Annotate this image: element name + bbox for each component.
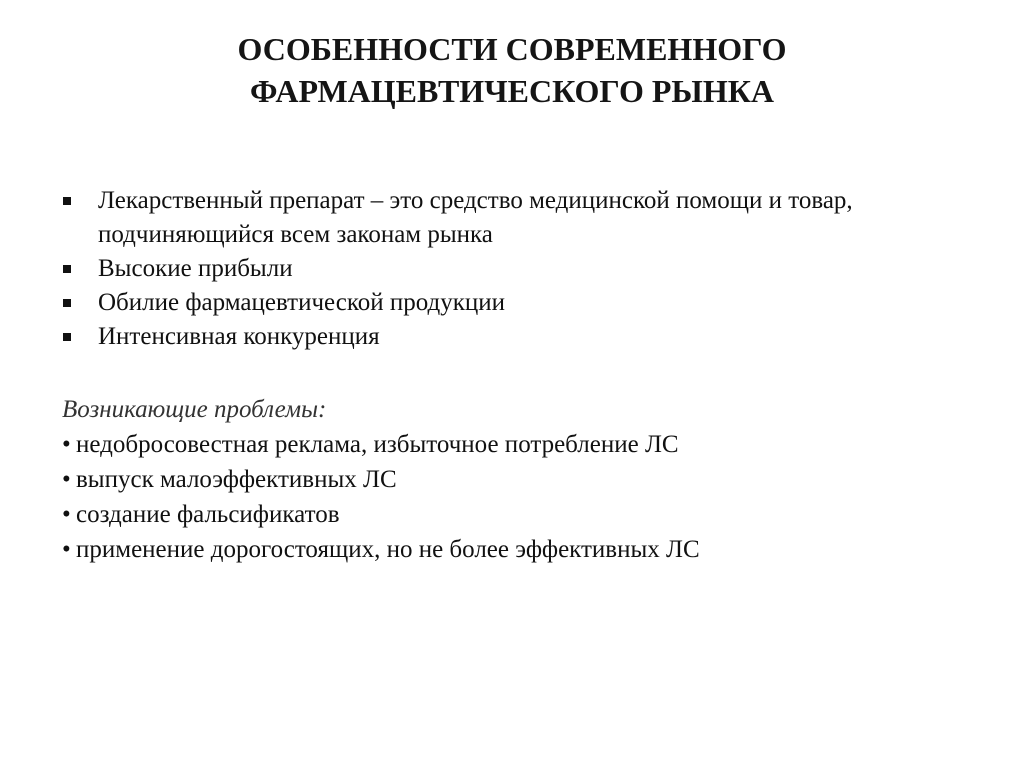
problem-item	[62, 427, 962, 462]
problem-text: недобросовестная реклама, избыточное потребление ЛС	[76, 431, 679, 458]
feature-item	[62, 286, 962, 320]
title-line-2: ФАРМАЦЕВТИЧЕСКОГО РЫНКА	[249, 73, 775, 109]
title-line-1: ОСОБЕННОСТИ СОВРЕМЕННОГО	[237, 31, 787, 67]
square-bullet-icon	[63, 333, 71, 341]
feature-text: Высокие прибыли	[98, 255, 293, 282]
feature-item	[62, 184, 898, 252]
dot-bullet-icon: •	[62, 431, 71, 458]
square-bullet-icon	[63, 299, 71, 307]
problems-heading: Возникающие проблемы:	[62, 396, 327, 423]
problem-item	[62, 462, 962, 497]
square-bullet-icon	[63, 265, 71, 273]
feature-text: Интенсивная конкуренция	[98, 323, 380, 350]
feature-text: Лекарственный препарат – это средство медицинской помощи и товар, подчиняющийся всем законам рынка	[98, 187, 853, 248]
problem-text: выпуск малоэффективных ЛС	[76, 466, 397, 493]
slide-title	[0, 28, 1024, 112]
dot-bullet-icon: •	[62, 536, 71, 563]
dot-bullet-icon: •	[62, 466, 71, 493]
feature-item	[62, 320, 962, 354]
problem-text: применение дорогостоящих, но не более эффективных ЛС	[76, 536, 700, 563]
problem-item	[62, 532, 962, 567]
feature-item	[62, 252, 962, 286]
features-list	[62, 184, 962, 354]
problems-list	[62, 427, 962, 567]
problems-section	[62, 392, 962, 567]
dot-bullet-icon: •	[62, 501, 71, 528]
problem-item	[62, 497, 962, 532]
feature-text: Обилие фармацевтической продукции	[98, 289, 506, 316]
square-bullet-icon	[63, 197, 71, 205]
problem-text: создание фальсификатов	[76, 501, 340, 528]
